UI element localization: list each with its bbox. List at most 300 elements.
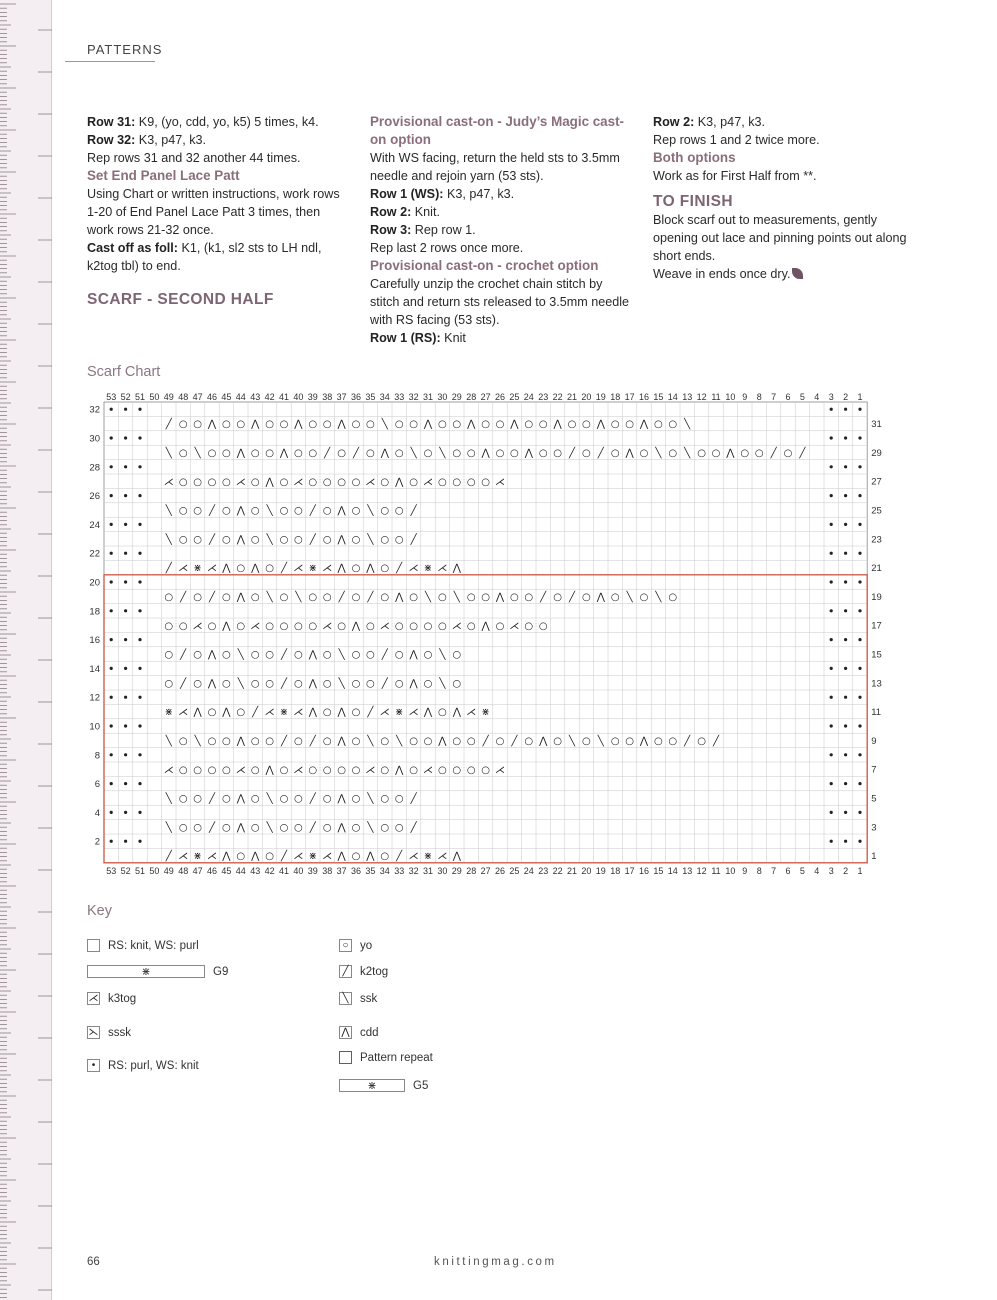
purl-stitch: [830, 753, 833, 756]
lace-stitch: ╱: [396, 851, 403, 863]
column-number: 42: [264, 865, 275, 876]
row-number: 27: [871, 476, 882, 488]
lace-stitch: ⋌: [264, 707, 275, 719]
lace-stitch: ⋌: [235, 764, 246, 776]
lace-stitch: ╱: [511, 736, 518, 747]
sssk-symbol-icon: ⋋: [88, 1027, 99, 1038]
purl-stitch: [830, 580, 833, 583]
lace-stitch: ╲: [165, 736, 172, 747]
lace-stitch: ╲: [266, 822, 273, 834]
lace-stitch: ○: [366, 649, 375, 661]
lace-stitch: ○: [380, 505, 390, 517]
column-2: [370, 113, 632, 347]
lace-stitch: ⋌: [293, 476, 304, 488]
lace-stitch: ○: [193, 649, 202, 661]
lace-stitch: ○: [466, 448, 476, 459]
lace-stitch: ╲: [194, 448, 201, 459]
purl-stitch: [138, 494, 141, 497]
lace-stitch: ○: [351, 563, 361, 575]
lace-stitch: ⋀: [596, 592, 605, 603]
lace-stitch: ⋌: [379, 707, 390, 719]
lace-stitch: ╲: [396, 736, 403, 747]
purl-stitch: [110, 609, 113, 612]
lace-stitch: ⋌: [365, 476, 376, 488]
lace-stitch: ╲: [194, 736, 201, 747]
purl-stitch: [830, 782, 833, 785]
lace-stitch: ⋀: [395, 764, 404, 776]
row-number: 28: [89, 462, 100, 474]
lace-stitch: ○: [654, 736, 663, 747]
lace-stitch: ○: [308, 592, 318, 603]
lace-stitch: ○: [193, 678, 202, 690]
lace-stitch: ⋀: [639, 736, 649, 747]
purl-stitch: [858, 552, 861, 555]
lace-stitch: ╱: [540, 592, 547, 603]
lace-stitch: ○: [265, 620, 274, 632]
lace-stitch: ⋌: [495, 476, 505, 488]
key-pattern-repeat: Pattern repeat: [339, 1051, 433, 1064]
column-number: 45: [221, 865, 232, 876]
purl-stitch: [830, 494, 833, 497]
lace-stitch: ○: [409, 736, 418, 747]
lace-stitch: ○: [322, 764, 332, 776]
lace-stitch: ⋀: [222, 620, 231, 632]
lace-stitch: ○: [423, 736, 433, 747]
purl-stitch: [830, 408, 833, 411]
lace-stitch: ⋇: [308, 563, 317, 575]
lace-stitch: ⋀: [222, 563, 231, 575]
row1-ws-line: Row 1 (WS): K3, p47, k3.: [370, 187, 515, 201]
column-number: 8: [756, 392, 762, 402]
lace-stitch: ○: [250, 736, 260, 747]
lace-stitch: ╱: [381, 649, 388, 661]
purl-stitch: [830, 436, 833, 439]
lace-stitch: ╱: [309, 822, 316, 834]
lace-stitch: ○: [438, 620, 447, 632]
purl-stitch: [138, 523, 141, 526]
lace-stitch: ⋀: [236, 822, 245, 834]
row-number: 9: [871, 735, 877, 747]
lace-stitch: ○: [193, 534, 202, 546]
purl-stitch: [844, 494, 847, 497]
lace-stitch: ○: [610, 448, 620, 459]
lace-stitch: ○: [423, 448, 433, 459]
lace-stitch: ○: [423, 649, 433, 661]
lace-stitch: ○: [279, 419, 289, 431]
column-number: 6: [785, 865, 791, 876]
purl-stitch: [110, 436, 113, 439]
lace-stitch: ○: [322, 707, 332, 719]
lace-stitch: ○: [294, 448, 303, 459]
lace-stitch: ○: [351, 822, 361, 834]
row-number: 30: [89, 433, 100, 445]
purl-stitch: [844, 609, 847, 612]
column-number: 23: [538, 865, 549, 876]
lace-stitch: ╱: [165, 563, 172, 575]
lace-stitch: ○: [207, 620, 217, 632]
lace-stitch: ○: [308, 476, 318, 488]
lace-stitch: ○: [294, 649, 303, 661]
column-number: 24: [523, 865, 534, 876]
ssk-symbol-icon: ╲: [339, 992, 352, 1005]
lace-stitch: ○: [207, 476, 217, 488]
lace-stitch: ○: [322, 793, 332, 805]
lace-stitch: ○: [668, 592, 678, 603]
lace-stitch: ○: [250, 476, 260, 488]
column-number: 1: [857, 865, 863, 876]
row-number: 20: [89, 577, 100, 589]
lace-stitch: ○: [250, 649, 260, 661]
lace-stitch: ○: [322, 505, 332, 517]
column-number: 40: [293, 392, 304, 402]
lace-stitch: ○: [380, 563, 390, 575]
lace-stitch: ╱: [280, 563, 288, 575]
lace-stitch: ○: [279, 620, 289, 632]
lace-stitch: ○: [495, 736, 505, 747]
lace-stitch: ○: [697, 736, 706, 747]
column-number: 43: [250, 392, 261, 402]
column-number: 8: [756, 865, 762, 876]
column-number: 18: [610, 392, 621, 402]
lace-stitch: ○: [178, 419, 188, 431]
lace-stitch: ╱: [208, 505, 216, 517]
purl-stitch: [110, 753, 113, 756]
chart-title: Scarf Chart: [87, 364, 161, 380]
lace-stitch: ⋌: [437, 851, 448, 863]
row2-line: Row 2: Knit.: [370, 205, 440, 219]
lace-stitch: ⋀: [726, 448, 735, 459]
key-purl: • RS: purl, WS: knit: [87, 1059, 199, 1072]
column-number: 12: [696, 392, 707, 402]
lace-stitch: ╱: [309, 736, 316, 747]
lace-stitch: ╲: [295, 592, 302, 603]
lace-stitch: ⋀: [553, 419, 562, 431]
lace-stitch: ○: [466, 736, 476, 747]
purl-stitch: [844, 552, 847, 555]
purl-stitch: [858, 465, 861, 468]
lace-stitch: ○: [351, 851, 361, 863]
lace-stitch: ╲: [626, 592, 633, 603]
column-number: 51: [134, 865, 146, 876]
lace-stitch: ○: [351, 764, 361, 776]
purl-stitch: [124, 753, 127, 756]
lace-stitch: ○: [366, 678, 375, 690]
lace-stitch: ╲: [424, 592, 432, 603]
lace-stitch: ⋀: [337, 707, 346, 719]
lace-stitch: ○: [582, 592, 591, 603]
lace-stitch: ╲: [597, 736, 604, 747]
purl-stitch: [830, 724, 833, 727]
pattern-repeat-icon: [339, 1051, 352, 1064]
lace-stitch: ○: [452, 678, 462, 690]
lace-stitch: ○: [222, 822, 231, 834]
lace-stitch: ○: [164, 678, 174, 690]
lace-stitch: ⋀: [452, 851, 461, 863]
lace-stitch: ╱: [180, 678, 187, 690]
lace-stitch: ⋌: [365, 764, 376, 776]
lace-stitch: ⋀: [337, 505, 346, 517]
lace-stitch: ○: [610, 419, 620, 431]
lace-stitch: ○: [236, 851, 246, 863]
finish-paragraph: Block scarf out to measurements, gently opening out lace and pinning points out along short ends.: [653, 213, 907, 263]
lace-stitch: ⋌: [293, 851, 304, 863]
purl-stitch: [858, 840, 861, 843]
column-number: 27: [480, 392, 491, 402]
lace-stitch: ╱: [324, 448, 331, 459]
purl-stitch: [844, 638, 847, 641]
purl-stitch: [858, 580, 861, 583]
lace-stitch: ○: [279, 534, 289, 546]
lace-stitch: ⋀: [639, 419, 649, 431]
g9-symbol-icon: ⋇: [87, 965, 205, 978]
purl-stitch: [124, 782, 127, 785]
key-title: Key: [87, 903, 112, 919]
lace-stitch: ╱: [208, 534, 216, 546]
purl-stitch: [830, 696, 833, 699]
lace-stitch: ⋀: [452, 707, 461, 719]
row-number: 11: [871, 707, 882, 719]
column-number: 36: [350, 392, 362, 402]
lace-stitch: ○: [394, 448, 404, 459]
purl-stitch: [844, 523, 847, 526]
column-number: 11: [711, 865, 721, 876]
purl-stitch: [138, 465, 141, 468]
lace-stitch: ⋀: [308, 707, 317, 719]
column-number: 50: [149, 392, 160, 402]
column-number: 21: [566, 392, 578, 402]
lace-stitch: ╲: [410, 448, 417, 459]
lace-stitch: ○: [538, 419, 548, 431]
lace-stitch: ○: [294, 822, 303, 834]
lace-stitch: ╱: [309, 534, 316, 546]
column-number: 33: [394, 392, 405, 402]
lace-stitch: ○: [495, 448, 505, 459]
lace-stitch: ╱: [410, 793, 417, 805]
column-number: 32: [408, 865, 419, 876]
purl-stitch: [830, 552, 833, 555]
lace-stitch: ╲: [367, 793, 374, 805]
column-number: 46: [206, 392, 218, 402]
lace-stitch: ╲: [684, 419, 691, 431]
knit-symbol-icon: [87, 939, 100, 952]
lace-stitch: ○: [366, 448, 375, 459]
column-number: 36: [350, 865, 362, 876]
lace-stitch: ○: [380, 793, 390, 805]
row-number: 26: [89, 491, 100, 503]
lace-stitch: ⋌: [495, 764, 505, 776]
lace-stitch: ╲: [165, 822, 172, 834]
purl-stitch: [110, 523, 113, 526]
lace-stitch: ╱: [309, 505, 316, 517]
lace-stitch: ○: [279, 592, 289, 603]
row-number: 23: [871, 534, 882, 546]
lace-stitch: ╲: [237, 649, 244, 661]
lace-stitch: ○: [322, 534, 332, 546]
lace-stitch: ○: [582, 419, 591, 431]
row-number: 10: [89, 721, 100, 733]
lace-stitch: ⋌: [163, 764, 174, 776]
lace-stitch: ○: [222, 419, 231, 431]
row-number: 24: [89, 519, 100, 531]
lace-stitch: ○: [178, 822, 188, 834]
row-number: 5: [871, 793, 877, 805]
lace-stitch: ○: [452, 448, 462, 459]
lace-stitch: ⋌: [408, 563, 419, 575]
lace-stitch: ○: [610, 592, 620, 603]
column-number: 35: [365, 865, 376, 876]
column-number: 35: [365, 392, 376, 402]
lace-stitch: ○: [610, 736, 620, 747]
lace-stitch: ○: [164, 592, 174, 603]
lace-stitch: ○: [207, 448, 217, 459]
purl-stitch: [110, 638, 113, 641]
purl-stitch: [110, 552, 113, 555]
lace-stitch: ○: [294, 678, 303, 690]
row-number: 31: [871, 419, 882, 431]
lace-stitch: ○: [452, 736, 462, 747]
column-number: 16: [638, 865, 650, 876]
lace-stitch: ╱: [208, 793, 216, 805]
column-number: 42: [264, 392, 275, 402]
lace-stitch: ○: [164, 620, 174, 632]
lace-stitch: ⋀: [395, 592, 404, 603]
lace-stitch: ⋇: [308, 851, 317, 863]
key-k2tog: ╱ k2tog: [339, 965, 388, 978]
column-number: 9: [742, 865, 748, 876]
lace-stitch: ╲: [367, 822, 374, 834]
purl-stitch: [858, 436, 861, 439]
row-number: 17: [871, 620, 882, 632]
section-tag: PATTERNS: [87, 42, 163, 57]
lace-stitch: ○: [380, 736, 390, 747]
lace-stitch: ⋌: [322, 563, 333, 575]
column-number: 19: [595, 865, 606, 876]
lace-stitch: ○: [322, 649, 332, 661]
lace-stitch: ⋇: [423, 563, 433, 575]
purl-stitch: [844, 724, 847, 727]
lace-stitch: ⋀: [279, 448, 289, 459]
lace-stitch: ○: [294, 736, 303, 747]
lace-stitch: ⋌: [178, 707, 189, 719]
lace-stitch: ○: [366, 620, 375, 632]
lace-stitch: ○: [380, 822, 390, 834]
lace-stitch: ⋀: [337, 822, 346, 834]
lace-stitch: ○: [279, 793, 289, 805]
purl-stitch: [138, 552, 141, 555]
lace-stitch: ╱: [770, 448, 777, 459]
lace-stitch: ⋇: [395, 707, 404, 719]
lace-stitch: ╱: [180, 649, 187, 661]
lace-stitch: ○: [322, 822, 332, 834]
lace-stitch: ○: [207, 736, 217, 747]
lace-stitch: ○: [423, 678, 433, 690]
lace-stitch: ○: [222, 448, 231, 459]
lace-stitch: ○: [438, 476, 447, 488]
lace-stitch: ╲: [266, 793, 273, 805]
column-number: 20: [581, 392, 592, 402]
lace-stitch: ╱: [180, 592, 187, 603]
lace-stitch: ╲: [338, 678, 345, 690]
lace-stitch: ⋀: [423, 707, 433, 719]
key-yo: ○ yo: [339, 939, 372, 952]
lace-stitch: ⋌: [466, 707, 477, 719]
lace-stitch: ○: [236, 707, 246, 719]
lace-stitch: ○: [409, 592, 418, 603]
lace-stitch: ○: [567, 419, 577, 431]
lace-stitch: ⋀: [524, 448, 533, 459]
column-number: 11: [711, 392, 721, 402]
lace-stitch: ⋌: [322, 851, 333, 863]
lace-stitch: ○: [754, 448, 764, 459]
purl-stitch: [110, 494, 113, 497]
column-number: 53: [106, 392, 117, 402]
lace-stitch: ╲: [338, 649, 345, 661]
lace-stitch: ○: [740, 448, 750, 459]
lace-stitch: ○: [322, 678, 332, 690]
lace-stitch: ⋀: [207, 649, 217, 661]
lace-stitch: ○: [466, 592, 476, 603]
lace-stitch: ⋀: [236, 448, 245, 459]
lace-stitch: ⋀: [308, 678, 317, 690]
lace-stitch: ○: [510, 592, 519, 603]
lace-stitch: ○: [495, 419, 505, 431]
lace-stitch: ⋇: [193, 563, 202, 575]
column-number: 24: [523, 392, 534, 402]
lace-stitch: ⋇: [164, 707, 173, 719]
row-number: 25: [871, 505, 882, 517]
lace-stitch: ○: [394, 822, 404, 834]
lace-stitch: ⋇: [423, 851, 433, 863]
lace-stitch: ○: [178, 793, 188, 805]
lace-stitch: ╱: [309, 793, 316, 805]
lace-stitch: ○: [178, 620, 188, 632]
lace-stitch: ○: [222, 793, 231, 805]
lace-stitch: ○: [625, 736, 634, 747]
purl-stitch: [138, 840, 141, 843]
lace-stitch: ╱: [280, 736, 288, 747]
lace-stitch: ○: [481, 419, 490, 431]
lace-stitch: ⋌: [207, 851, 217, 863]
purl-stitch: [110, 840, 113, 843]
lace-stitch: ○: [294, 620, 303, 632]
row-number: 18: [89, 606, 100, 618]
lace-stitch: ⋌: [192, 620, 203, 632]
lace-stitch: ⋌: [293, 563, 304, 575]
lace-stitch: ○: [625, 419, 634, 431]
lace-stitch: ⋌: [250, 620, 261, 632]
lace-stitch: ○: [178, 534, 188, 546]
lace-stitch: ⋀: [395, 476, 404, 488]
lace-stitch: ○: [222, 736, 231, 747]
column-number: 9: [742, 392, 748, 402]
lace-stitch: ○: [265, 563, 274, 575]
lace-stitch: ○: [409, 476, 418, 488]
lace-stitch: ○: [481, 476, 490, 488]
lace-stitch: ○: [250, 822, 260, 834]
lace-stitch: ○: [250, 678, 260, 690]
lace-stitch: ○: [322, 592, 332, 603]
lace-stitch: ○: [279, 505, 289, 517]
lace-stitch: ⋀: [337, 534, 346, 546]
lace-stitch: ○: [322, 476, 332, 488]
lace-stitch: ⋀: [236, 534, 245, 546]
purl-stitch: [858, 811, 861, 814]
purl-stitch: [858, 724, 861, 727]
lace-stitch: ⋀: [452, 563, 461, 575]
lace-stitch: ○: [265, 448, 274, 459]
column-number: 7: [771, 392, 777, 402]
lace-stitch: ○: [351, 736, 361, 747]
